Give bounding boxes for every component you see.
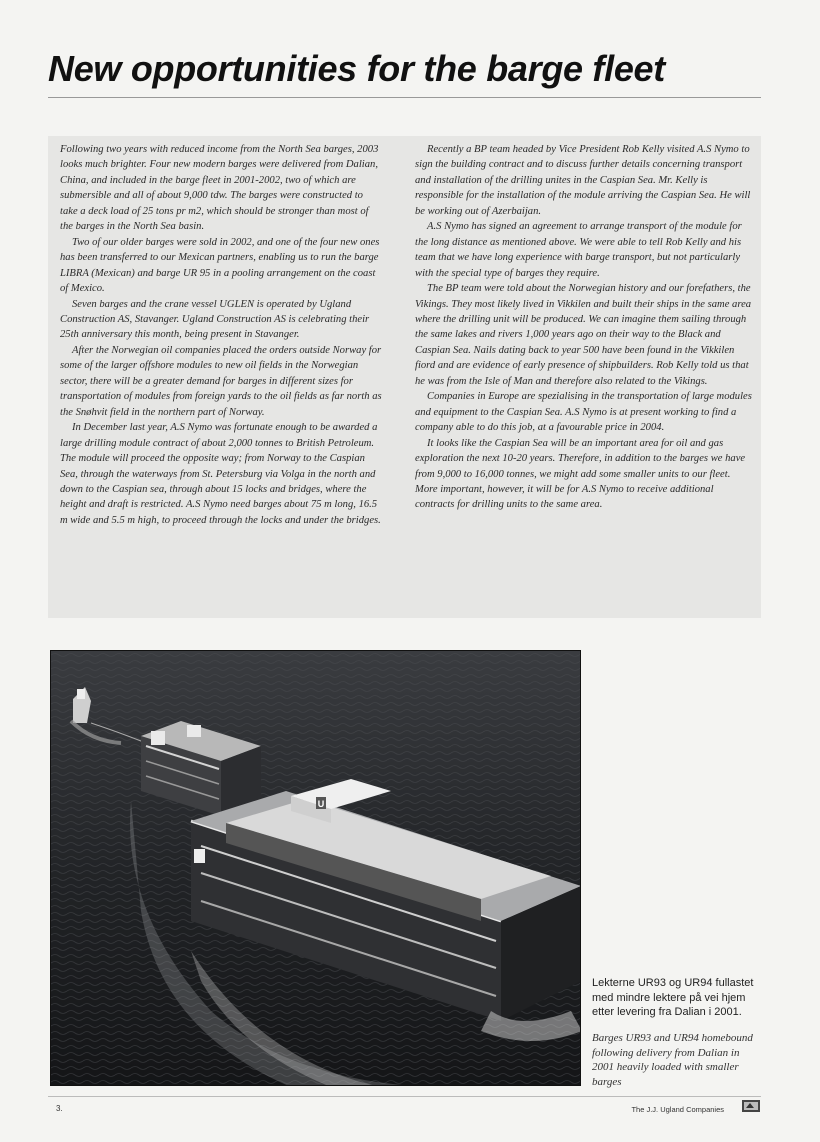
article-panel	[48, 136, 761, 618]
article-paragraph: Recently a BP team headed by Vice President Rob Kelly visited A.S Nymo to sign the building contract and to discuss further details concerning transport and installation of the drilling unites in the Caspian Sea. Mr. Kelly is responsible for the installation of the module arriving the Caspian Sea. He will be working out of Azerbaijan.	[415, 144, 751, 217]
page-title: New opportunities for the barge fleet	[48, 48, 665, 89]
article-paragraph: Seven barges and the crane vessel UGLEN is operated by Ugland Construction AS, Stavanger. Ugland Construction AS is celebrating their 25th anniversary this month, being present in Stavanger.	[60, 298, 370, 341]
article-paragraph: The BP team were told about the Norwegian history and our forefathers, the Vikings. They most likely lived in Vikkilen and built their ships in the same area where the drilling unit will be produced. We can imagine them sailing through the same lakes and rivers 1,000 years ago on their way to the Black and Caspian Sea. Nails dating back to year 500 have been found in the Vikkilen fiord and are evidence of early presence of shipbuilders. Rob Kelly told us that he was from the Isle of Man and therefore also related to the Vikings.	[415, 283, 752, 387]
company-name: The J.J. Ugland Companies	[631, 1105, 724, 1114]
article-left-column	[60, 142, 382, 528]
article-paragraph: Companies in Europe are spezialising in the transportation of large modules and equipment to the Caspian Sea. A.S Nymo is at present working to find a company able to do this job, at a favourable price in 2004.	[415, 391, 752, 434]
article-paragraph: After the Norwegian oil companies placed the orders outside Norway for some of the larger offshore modules to new oil fields in the Norwegian sector, there will be a greater demand for barges in different sizes for transportation of modules from foreign yards to the oil fields as far north as the Snøhvit field in the northern part of Norway.	[60, 344, 382, 418]
footer-divider	[48, 1096, 761, 1097]
article-paragraph: It looks like the Caspian Sea will be an important area for oil and gas exploration the next 10-20 years. Therefore, in addition to the barges we have from 9,000 to 16,000 tonnes, we might add some smaller units to our fleet. More important, however, it will be for A.S Nymo to receive additional contracts for drilling units to the same area.	[415, 437, 746, 511]
caption-norwegian: Lekterne UR93 og UR94 fullastet med mindre lektere på vei hjem etter levering fra Dalian i 2001.	[592, 977, 754, 1018]
article-paragraph: Two of our older barges were sold in 2002, and one of the four new ones has been transferred to our Mexican partners, enabling us to run the barge LIBRA (Mexican) and barge UR 95 in a pooling arrangement on the coast of Mexico.	[60, 236, 380, 295]
article-paragraph: A.S Nymo has signed an agreement to arrange transport of the module for the long distance as mentioned above. We were able to tell Rob Kelly and his team that we have long experience with barge transport, but not particularly with the special type of barges they require.	[415, 221, 742, 279]
flag-logo-icon	[742, 1100, 760, 1112]
article-paragraph: Following two years with reduced income from the North Sea barges, 2003 looks much brighter. Four new modern barges were delivered from Dalian, China, and included in the barge fleet in 2001-2002, two of which are submersible and all of about 9,000 tdw. The barges were constructed to take a deck load of 25 tons pr m2, which should be stronger than most of the barges in the North Sea basin.	[60, 144, 379, 233]
barge-marking: U	[317, 799, 325, 809]
article-paragraph: In December last year, A.S Nymo was fortunate enough to be awarded a large drilling module contract of about 2,000 tonnes to British Petroleum. The module will proceed the opposite way; from Norway to the Caspian Sea, through the waterways from St. Petersburg via Volga in the north and down to the Caspian sea, through about 15 locks and bridges, where the height and draft is restricted. A.S Nymo need barges about 75 m long, 16.5 m wide and 5.5 m high, to proceed through the locks and under the bridges.	[60, 422, 381, 526]
caption-english: Barges UR93 and UR94 homebound following delivery from Dalian in 2001 heavily loaded with smaller barges	[592, 1032, 753, 1088]
article-right-column	[415, 142, 753, 513]
barge-photo-illustration	[51, 651, 581, 1086]
title-divider	[48, 97, 761, 98]
barge-photo	[50, 650, 581, 1086]
page-number: 3.	[56, 1104, 63, 1113]
